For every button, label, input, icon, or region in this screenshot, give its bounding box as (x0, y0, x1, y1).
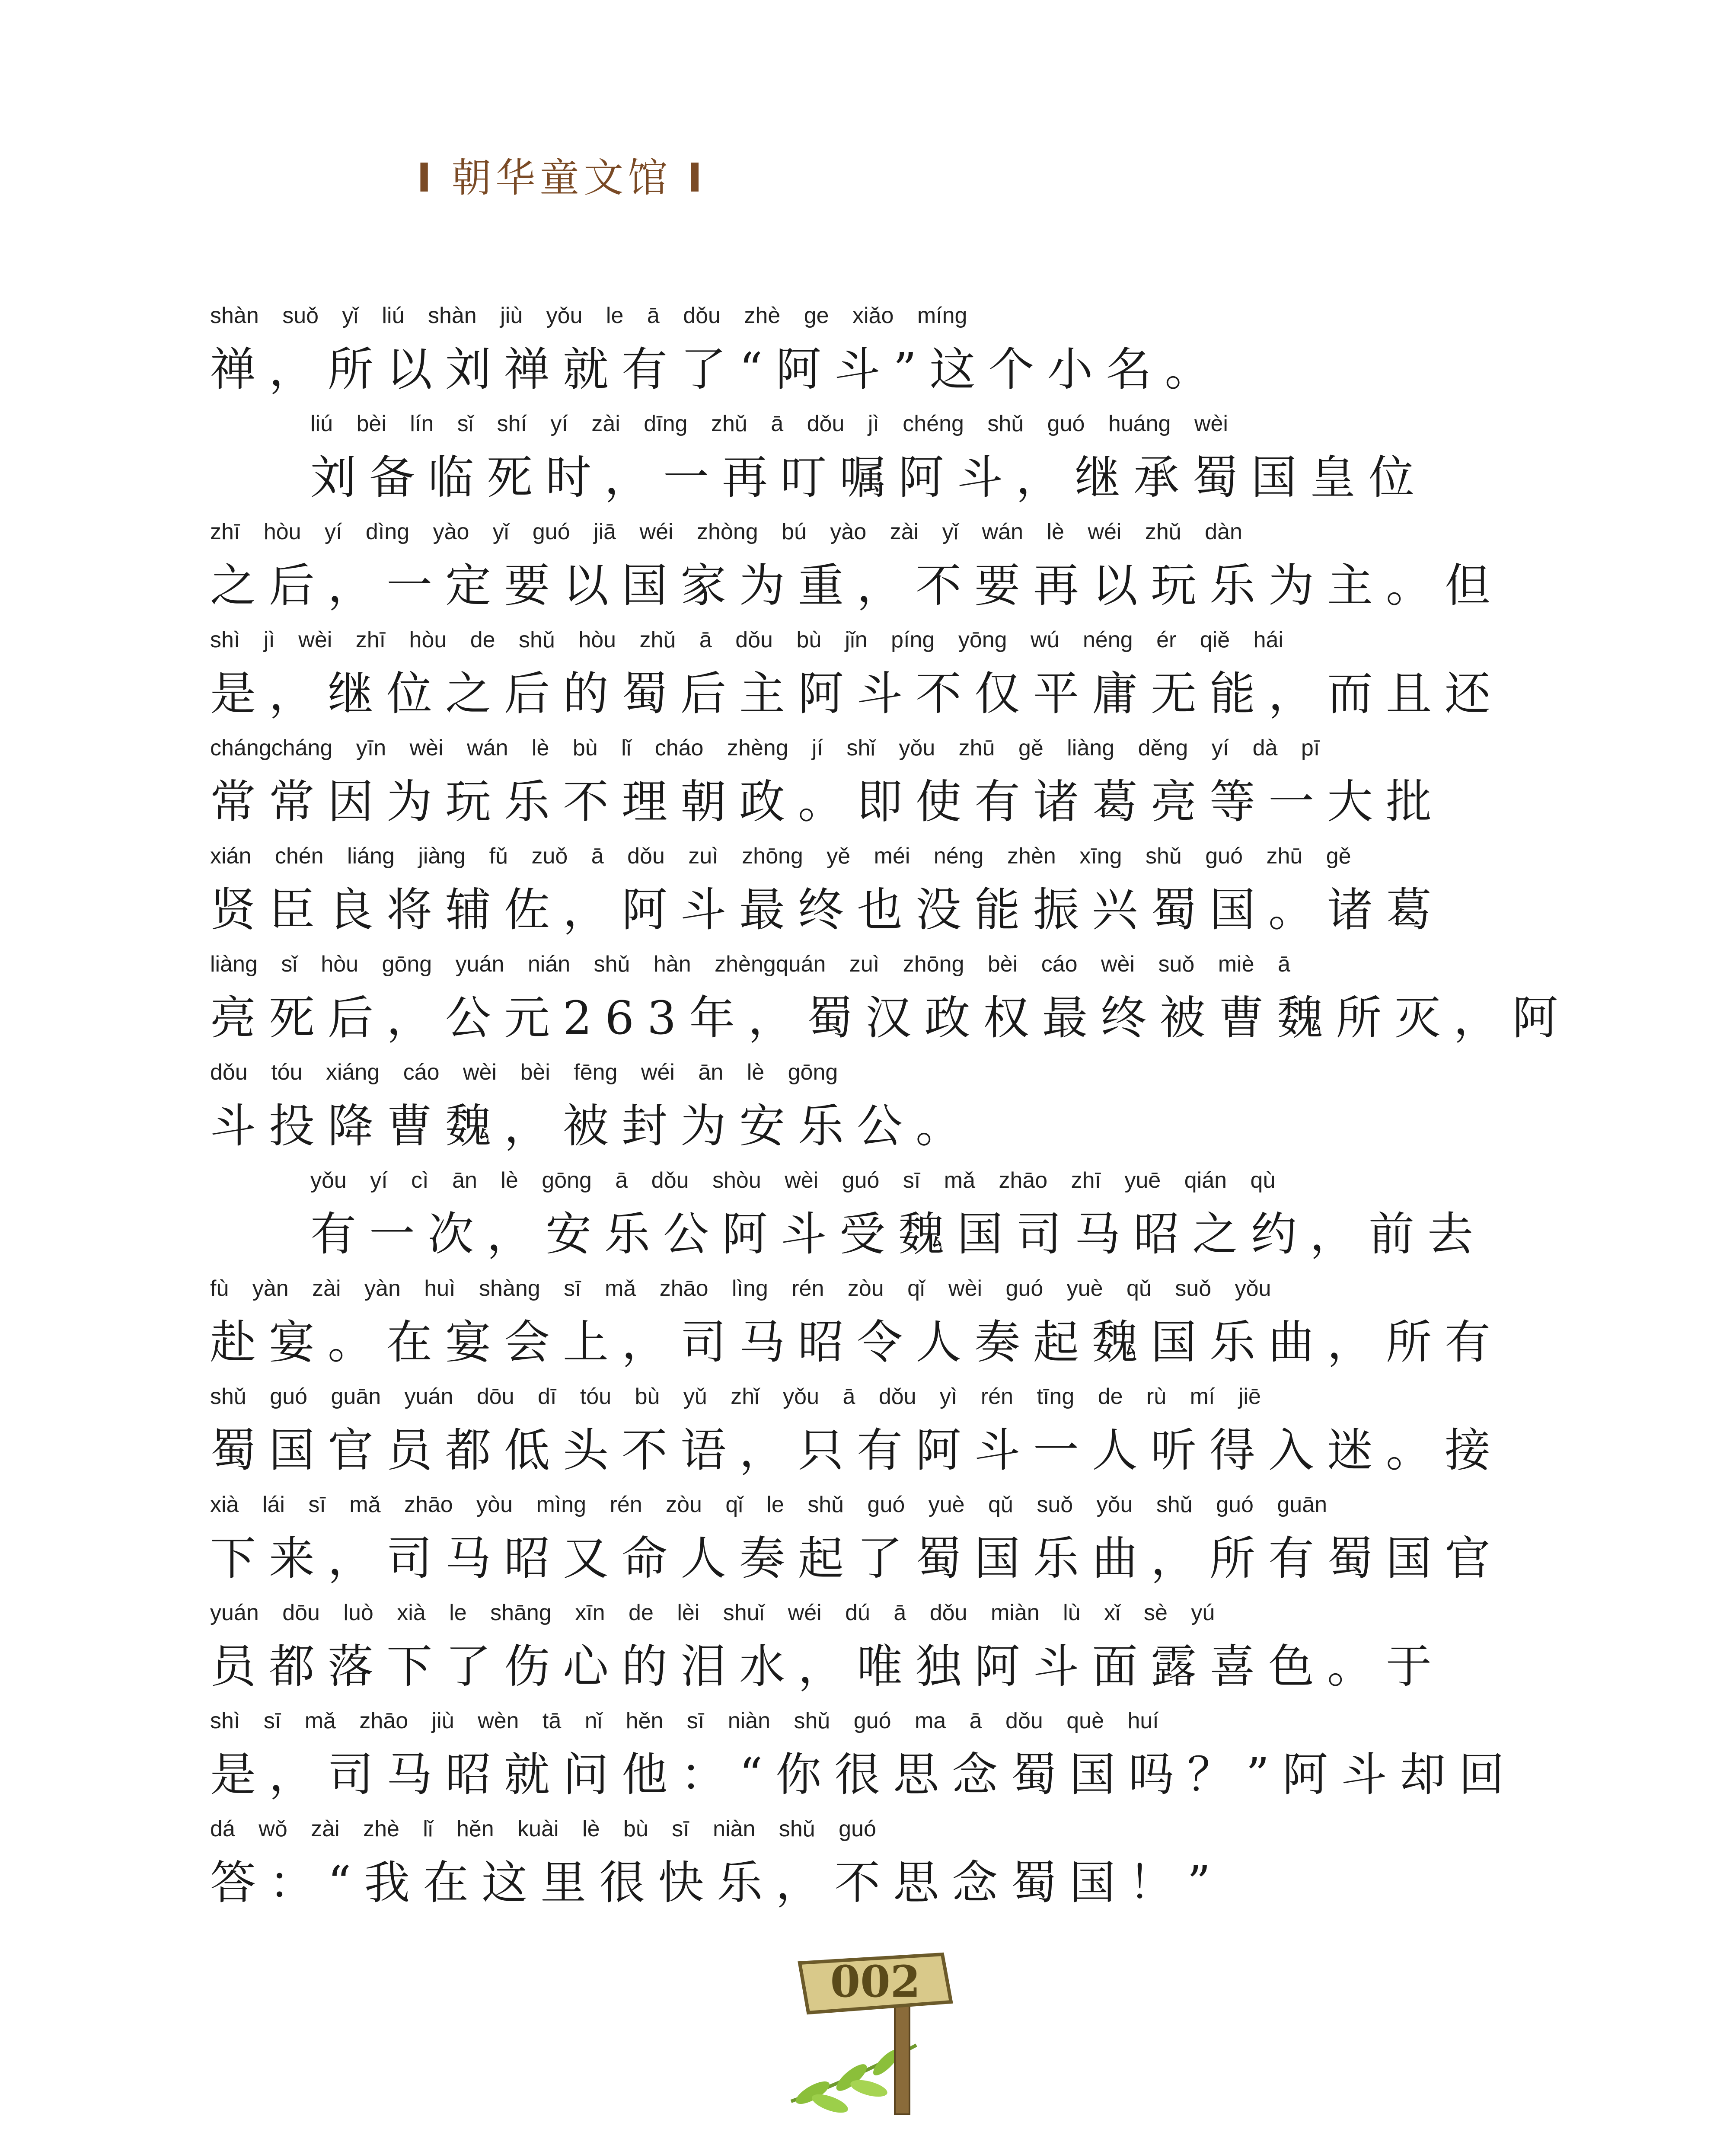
hanzi-line: 贤臣良将辅佐，阿斗最终也没能振兴蜀国。诸葛 (210, 883, 1445, 937)
pinyin-line: yǒu yí cì ān lè gōng ā dǒu shòu wèi guó sī mǎ zhāo zhī yuē qián qù (310, 1168, 1276, 1193)
text-line (210, 1816, 1481, 1924)
text-line (210, 519, 1503, 627)
text-line (210, 843, 1481, 951)
hanzi-line: 常常因为玩乐不理朝政。即使有诸葛亮等一大批 (210, 775, 1445, 828)
hanzi-line: 员都落下了伤心的泪水，唯独阿斗面露喜色。于 (210, 1640, 1445, 1693)
hanzi-line: 赴宴。在宴会上，司马昭令人奏起魏国乐曲，所有 (210, 1316, 1503, 1369)
pinyin-line: yuán dōu luò xià le shāng xīn de lèi shuǐ wéi dú ā dǒu miàn lù xǐ sè yú (210, 1600, 1215, 1625)
story-text (210, 303, 1571, 1924)
pinyin-line: dǒu tóu xiáng cáo wèi bèi fēng wéi ān lè gōng (210, 1060, 838, 1085)
page-number-sign (787, 1937, 960, 2120)
pinyin-line: zhī hòu yí dìng yào yǐ guó jiā wéi zhòng bú yào zài yǐ wán lè wéi zhǔ dàn (210, 519, 1242, 544)
hanzi-line: 禅，所以刘禅就有了“阿斗”这个小名。 (210, 343, 1224, 396)
hanzi-line: 有一次，安乐公阿斗受魏国司马昭之约，前去 (310, 1208, 1486, 1261)
text-line (210, 1708, 1518, 1816)
pinyin-line: shì jì wèi zhī hòu de shǔ hòu zhǔ ā dǒu bù jǐn píng yōng wú néng ér qiě hái (210, 627, 1283, 652)
text-line (210, 1275, 1503, 1384)
hanzi-line: 蜀国官员都低头不语，只有阿斗一人听得入迷。接 (210, 1424, 1503, 1477)
header-bar-left: I (417, 155, 436, 201)
pinyin-line: shǔ guó guān yuán dōu dī tóu bù yǔ zhǐ yǒu ā dǒu yì rén tīng de rù mí jiē (210, 1384, 1261, 1409)
pinyin-line: shì sī mǎ zhāo jiù wèn tā nǐ hěn sī niàn shǔ guó ma ā dǒu què huí (210, 1708, 1159, 1733)
hanzi-line: 是，继位之后的蜀后主阿斗不仅平庸无能，而且还 (210, 667, 1503, 720)
pinyin-line: shàn suǒ yǐ liú shàn jiù yǒu le ā dǒu zhè ge xiǎo míng (210, 303, 967, 328)
pinyin-line: chángcháng yīn wèi wán lè bù lǐ cháo zhèng jí shǐ yǒu zhū gě liàng děng yí dà pī (210, 735, 1320, 761)
hanzi-line: 斗投降曹魏，被封为安乐公。 (210, 1100, 974, 1153)
pinyin-line: liú bèi lín sǐ shí yí zài dīng zhǔ ā dǒu jì chéng shǔ guó huáng wèi (310, 411, 1228, 436)
text-line (210, 735, 1481, 843)
hanzi-line: 下来，司马昭又命人奏起了蜀国乐曲，所有蜀国官 (210, 1532, 1503, 1585)
series-title: 朝华童文馆 (451, 155, 672, 201)
pinyin-line: dá wǒ zài zhè lǐ hěn kuài lè bù sī niàn shǔ guó (210, 1816, 876, 1841)
signpost-icon (787, 1937, 960, 2119)
pinyin-line: xián chén liáng jiàng fǔ zuǒ ā dǒu zuì zhōng yě méi néng zhèn xīng shǔ guó zhū gě (210, 844, 1351, 869)
text-line (210, 1600, 1481, 1708)
text-line (210, 411, 1481, 519)
text-line (210, 1492, 1503, 1600)
text-line (210, 1384, 1503, 1492)
text-line (210, 1059, 1481, 1167)
hanzi-line: 之后，一定要以国家为重，不要再以玩乐为主。但 (210, 559, 1503, 612)
text-line (210, 627, 1503, 735)
page-number-text: 002 (830, 1956, 921, 2007)
hanzi-line: 答：“我在这里很快乐，不思念蜀国！” (210, 1856, 1224, 1909)
pinyin-line: liàng sǐ hòu gōng yuán nián shǔ hàn zhèngquán zuì zhōng bèi cáo wèi suǒ miè ā (210, 952, 1290, 977)
header-bar-right: I (687, 155, 707, 201)
hanzi-line: 亮死后，公元263年，蜀汉政权最终被曹魏所灭，阿 (210, 991, 1571, 1045)
text-line (210, 951, 1571, 1059)
hanzi-line: 是，司马昭就问他：“你很思念蜀国吗？”阿斗却回 (210, 1748, 1518, 1801)
series-header (401, 146, 722, 203)
hanzi-line: 刘备临死时，一再叮嘱阿斗，继承蜀国皇位 (310, 451, 1427, 504)
signpost-pole (895, 1998, 909, 2114)
pinyin-line: fù yàn zài yàn huì shàng sī mǎ zhāo lìng rén zòu qǐ wèi guó yuè qǔ suǒ yǒu (210, 1276, 1271, 1301)
text-line (210, 303, 1481, 411)
pinyin-line: xià lái sī mǎ zhāo yòu mìng rén zòu qǐ le shǔ guó yuè qǔ suǒ yǒu shǔ guó guān (210, 1492, 1328, 1517)
text-line (210, 1167, 1486, 1275)
